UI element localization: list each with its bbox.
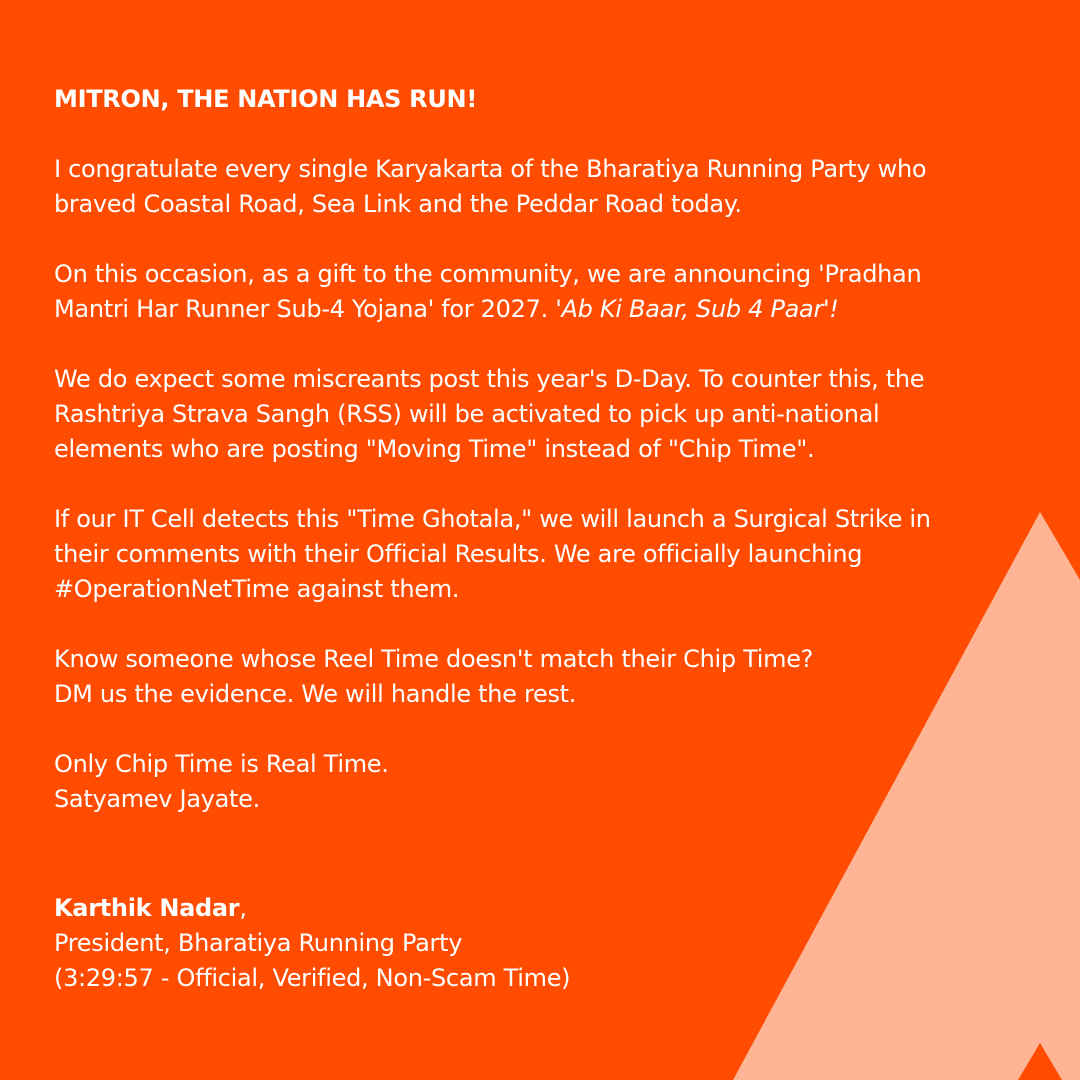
signatory-name: Karthik Nadar	[54, 894, 240, 922]
paragraph-counter-measures	[54, 362, 1014, 467]
paragraph-announcement	[54, 257, 1014, 327]
text-line: On this occasion, as a gift to the community, we are announcing 'Pradhan	[54, 260, 922, 288]
text-line: Know someone whose Reel Time doesn't match their Chip Time?	[54, 645, 814, 673]
signatory-title: President, Bharatiya Running Party	[54, 929, 463, 957]
paragraph-closing	[54, 747, 1014, 817]
text-line: Only Chip Time is Real Time.	[54, 750, 389, 778]
headline-text: MITRON, THE NATION HAS RUN!	[54, 85, 477, 113]
text-segment: Mantri Har Runner Sub-4 Yojana' for 2027.	[54, 295, 556, 323]
slogan-text: 'Ab Ki Baar, Sub 4 Paar'!	[555, 295, 839, 323]
signature-comma: ,	[239, 894, 247, 922]
signature-name-line	[54, 891, 1014, 926]
text-line: Rashtriya Strava Sangh (RSS) will be activated to pick up anti-national	[54, 400, 880, 428]
statement-body	[54, 82, 1014, 852]
text-line: braved Coastal Road, Sea Link and the Peddar Road today.	[54, 190, 742, 218]
paragraph-report	[54, 642, 1014, 712]
signature-block	[54, 891, 1014, 996]
paragraph-it-cell	[54, 502, 1014, 607]
headline	[54, 82, 1014, 117]
text-line: DM us the evidence. We will handle the rest.	[54, 680, 577, 708]
text-line	[54, 292, 1014, 327]
text-line: If our IT Cell detects this "Time Ghotala," we will launch a Surgical Strike in	[54, 505, 931, 533]
text-line: their comments with their Official Results. We are officially launching	[54, 540, 863, 568]
text-line: We do expect some miscreants post this year's D-Day. To counter this, the	[54, 365, 925, 393]
signatory-time-note: (3:29:57 - Official, Verified, Non-Scam Time)	[54, 964, 571, 992]
text-line: #OperationNetTime against them.	[54, 575, 460, 603]
text-line: Satyamev Jayate.	[54, 785, 260, 813]
text-line: I congratulate every single Karyakarta of the Bharatiya Running Party who	[54, 155, 927, 183]
paragraph-congratulations	[54, 152, 1014, 222]
text-line: elements who are posting "Moving Time" instead of "Chip Time".	[54, 435, 815, 463]
